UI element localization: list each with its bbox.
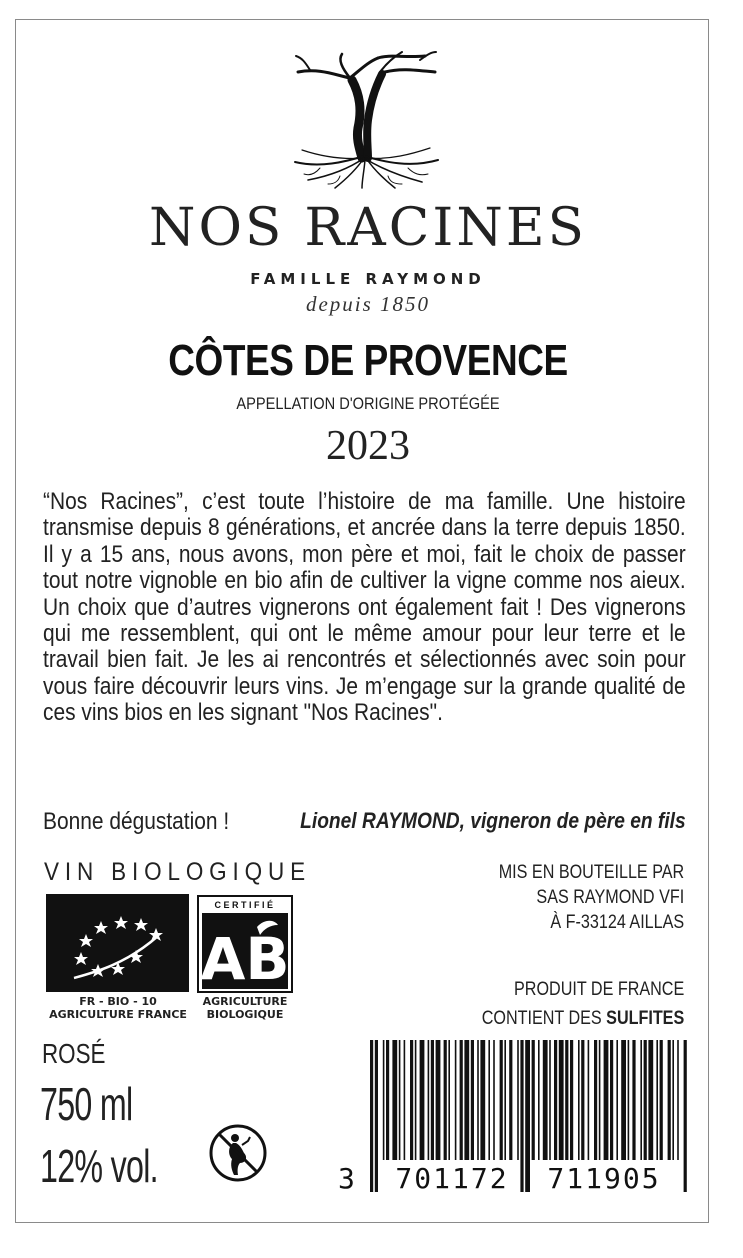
barcode-bar [370, 1040, 373, 1192]
appellation-type: APPELLATION D'ORIGINE PROTÉGÉE [236, 394, 500, 413]
barcode-bar [588, 1040, 590, 1160]
barcode-bar [460, 1040, 463, 1160]
wine-color: ROSÉ [42, 1038, 106, 1069]
barcode-bar [532, 1040, 535, 1160]
barcode-bar [480, 1040, 485, 1160]
barcode-bar [672, 1040, 674, 1160]
origin-info [482, 975, 684, 1033]
ab-organic-caption [192, 995, 298, 1021]
barcode-bar [386, 1040, 389, 1160]
bottler-info [499, 860, 684, 935]
ab-certified-label: CERTIFIÉ [214, 900, 276, 910]
signature-text: Lionel RAYMOND, vigneron de père en fils [300, 808, 686, 833]
origin-country: PRODUIT DE FRANCE [513, 979, 684, 1000]
barcode-bar [471, 1040, 474, 1160]
vine-roots-icon [290, 50, 440, 190]
wine-volume: 750 ml [40, 1078, 133, 1130]
barcode-bar [565, 1040, 568, 1160]
barcode-bar [599, 1040, 601, 1160]
ab-letters: AB [200, 925, 290, 993]
eu-organic-label: AGRICULTURE FRANCE [49, 1008, 187, 1021]
ab-organic-logo-icon [197, 895, 293, 993]
bottler-line-1: MIS EN BOUTEILLE PAR [498, 862, 684, 883]
barcode-bar [578, 1040, 580, 1160]
barcode-bar [621, 1040, 626, 1160]
sulfites-prefix: CONTIENT DES [481, 1008, 606, 1029]
brand-subtitle: FAMILLE RAYMOND [250, 270, 486, 288]
barcode-bar [549, 1040, 551, 1160]
barcode-bar [392, 1040, 397, 1160]
bottler-line-3: À F-33124 AILLAS [550, 912, 684, 933]
barcode-bar [656, 1040, 658, 1160]
barcode-bar [632, 1040, 635, 1160]
barcode-bar [525, 1040, 530, 1192]
wine-abv: 12% vol. [40, 1140, 158, 1192]
barcode-bar [648, 1040, 653, 1160]
barcode-bar [448, 1040, 450, 1160]
ean13-barcode-icon [338, 1040, 685, 1195]
organic-title: VIN BIOLOGIQUE [44, 858, 311, 886]
barcode-group-1: 701172 [395, 1162, 509, 1195]
barcode-bar [644, 1040, 647, 1160]
eu-organic-code: FR - BIO - 10 [79, 995, 157, 1008]
ab-label-2: BIOLOGIQUE [206, 1008, 284, 1021]
brand-since: depuis 1850 [305, 292, 431, 316]
barcode-bar [570, 1040, 573, 1160]
barcode-bar [640, 1040, 642, 1160]
barcode-bar [420, 1040, 425, 1160]
barcode-bar [464, 1040, 469, 1160]
barcode-bar [594, 1040, 597, 1160]
barcode-bar [554, 1040, 557, 1160]
barcode-bar [677, 1040, 679, 1160]
barcode-bar [581, 1040, 584, 1160]
barcode-bar [517, 1040, 519, 1160]
ab-letters-icon [200, 913, 290, 993]
barcode-bar [428, 1040, 430, 1160]
barcode-bar [404, 1040, 406, 1160]
barcode-bar [375, 1040, 378, 1192]
barcode-bar [415, 1040, 417, 1160]
barcode-bar [520, 1040, 523, 1192]
eu-organic-leaf-icon [46, 894, 189, 992]
barcode-bar [660, 1040, 663, 1160]
brand-title: NOS RACINES [149, 198, 587, 258]
barcode-bar [509, 1040, 512, 1160]
barcode-bar [604, 1040, 609, 1160]
barcode-group-2: 711905 [547, 1162, 661, 1195]
eu-organic-caption [40, 995, 196, 1021]
barcode-first-digit: 3 [338, 1162, 355, 1195]
no-alcohol-pregnancy-icon [208, 1123, 268, 1183]
barcode-bar [493, 1040, 495, 1160]
barcode-bar [610, 1040, 613, 1160]
barcode-bar [399, 1040, 401, 1160]
barcode-bar [616, 1040, 618, 1160]
barcode-bar [543, 1040, 548, 1160]
ab-label-1: AGRICULTURE [202, 995, 288, 1008]
barcode-bar [477, 1040, 479, 1160]
closing-text: Bonne dégustation ! [43, 808, 230, 835]
barcode-bar [436, 1040, 441, 1160]
barcode-bar [559, 1040, 564, 1160]
sulfites-notice [482, 1004, 684, 1033]
barcode-bar [410, 1040, 413, 1160]
vintage-year: 2023 [326, 423, 410, 469]
barcode-bar [488, 1040, 490, 1160]
appellation-title: CÔTES DE PROVENCE [168, 336, 568, 385]
barcode-bar [504, 1040, 506, 1160]
barcode-bar [455, 1040, 457, 1160]
barcode-bar [628, 1040, 630, 1160]
signature-row [43, 808, 686, 836]
barcode-bar [538, 1040, 540, 1160]
barcode-bar [500, 1040, 503, 1160]
barcode-bar [668, 1040, 671, 1160]
barcode-bar [444, 1040, 447, 1160]
barcode-bar [383, 1040, 385, 1160]
barcode-bar [684, 1040, 687, 1192]
barcode-bar [431, 1040, 434, 1160]
bottler-line-2: SAS RAYMOND VFI [536, 887, 684, 908]
sulfites-word: SULFITES [605, 1008, 684, 1029]
story-text: “Nos Racines”, c’est toute l’histoire de ma famille. Une histoire transmise depuis 8 générations, et ancrée dans la terre depuis 1850. Il y a 15 ans, nous avons, mon père et moi, fait le choix de passer tout notre vignoble en bio afin de cultiver la vigne comme nos aieux. Un choix que d’autres vignerons ont également fait ! Des vignerons qui me ressemblent, qui ont le même amour pour leur terre et le travail bien fait. Je les ai rencontrés et sélectionnés avec soin pour vous faire découvrir leurs vins. Je m’engage sur la grande qualité de ces vins bios en les signant "Nos Racines". [43, 488, 686, 727]
